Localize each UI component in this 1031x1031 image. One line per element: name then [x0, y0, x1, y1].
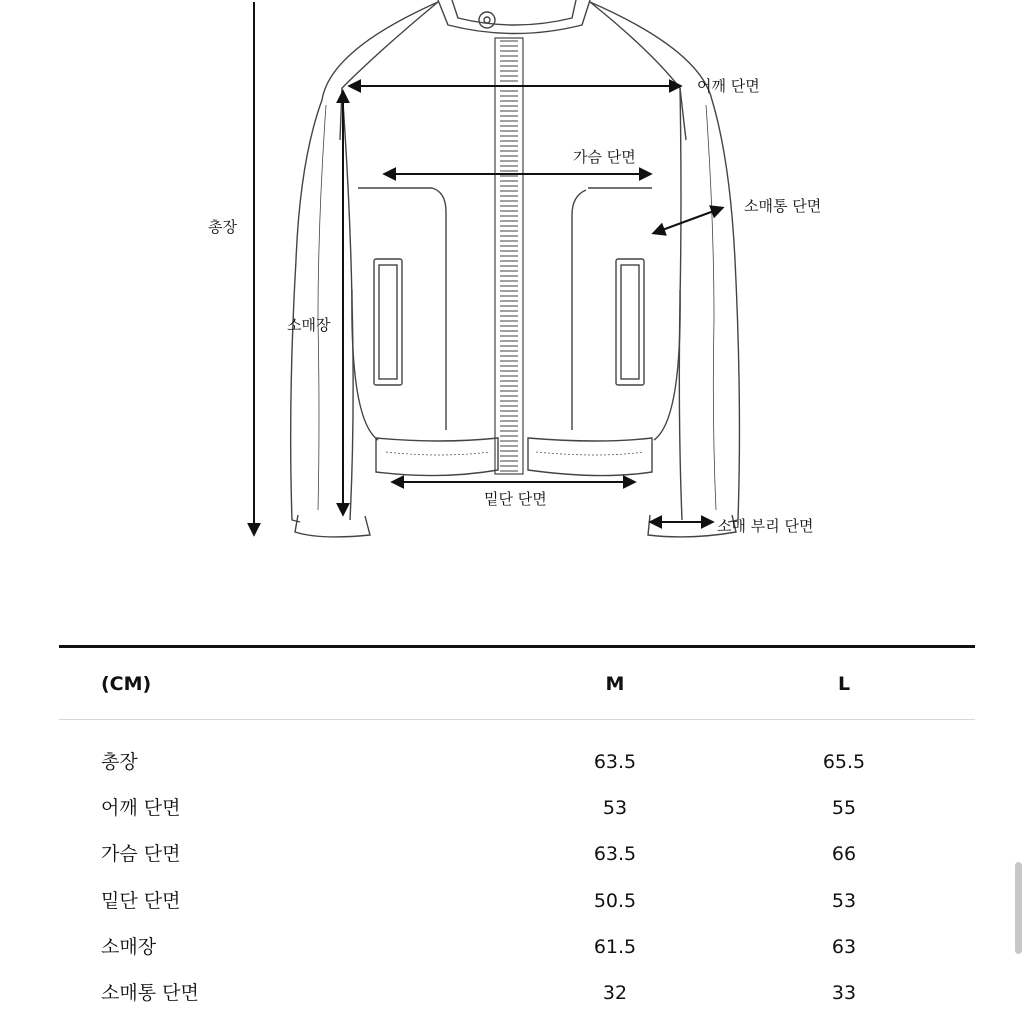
row-value-l: 63	[831, 936, 857, 958]
label-chest: 가슴 단면	[573, 148, 636, 166]
scrollbar-thumb[interactable]	[1015, 862, 1022, 954]
collar-snap	[479, 12, 495, 28]
table-header-rule	[59, 719, 975, 720]
collar-inner	[452, 0, 576, 25]
row-value-l: 55	[831, 797, 857, 819]
hem-band	[376, 438, 498, 476]
row-name: 총장	[101, 751, 138, 773]
label-cuff: 소매 부리 단면	[717, 517, 814, 535]
row-name: 가슴 단면	[101, 843, 181, 865]
row-value-m: 32	[602, 982, 628, 1004]
left-raglan-seam	[340, 2, 438, 140]
size-header-l: L	[837, 673, 851, 695]
row-value-l: 66	[831, 843, 857, 865]
size-header-m: M	[605, 673, 625, 695]
table-top-rule	[59, 645, 975, 648]
left-sleeve	[291, 2, 438, 522]
label-total-length: 총장	[208, 218, 237, 236]
row-value-l: 65.5	[822, 751, 866, 773]
body-right-side	[654, 290, 680, 440]
row-value-l: 33	[831, 982, 857, 1004]
unit-label: (CM)	[101, 673, 152, 695]
right-pocket	[616, 259, 644, 385]
left-cuff	[295, 515, 370, 537]
row-name: 어깨 단면	[101, 797, 181, 819]
label-sleeve-width: 소매통 단면	[744, 197, 822, 215]
row-name: 밑단 단면	[101, 890, 181, 912]
row-value-m: 63.5	[593, 751, 637, 773]
collar-outline	[438, 0, 590, 34]
label-sleeve-length: 소매장	[287, 316, 331, 334]
row-name: 소매통 단면	[101, 982, 199, 1004]
zipper-teeth	[500, 40, 518, 472]
row-value-m: 50.5	[593, 890, 637, 912]
right-raglan-seam	[590, 2, 686, 140]
label-shoulder: 어깨 단면	[697, 77, 760, 95]
row-name: 소매장	[101, 936, 157, 958]
row-value-m: 63.5	[593, 843, 637, 865]
row-value-m: 61.5	[593, 936, 637, 958]
label-hem: 밑단 단면	[484, 490, 547, 508]
row-value-l: 53	[831, 890, 857, 912]
row-value-m: 53	[602, 797, 628, 819]
left-pocket	[374, 259, 402, 385]
